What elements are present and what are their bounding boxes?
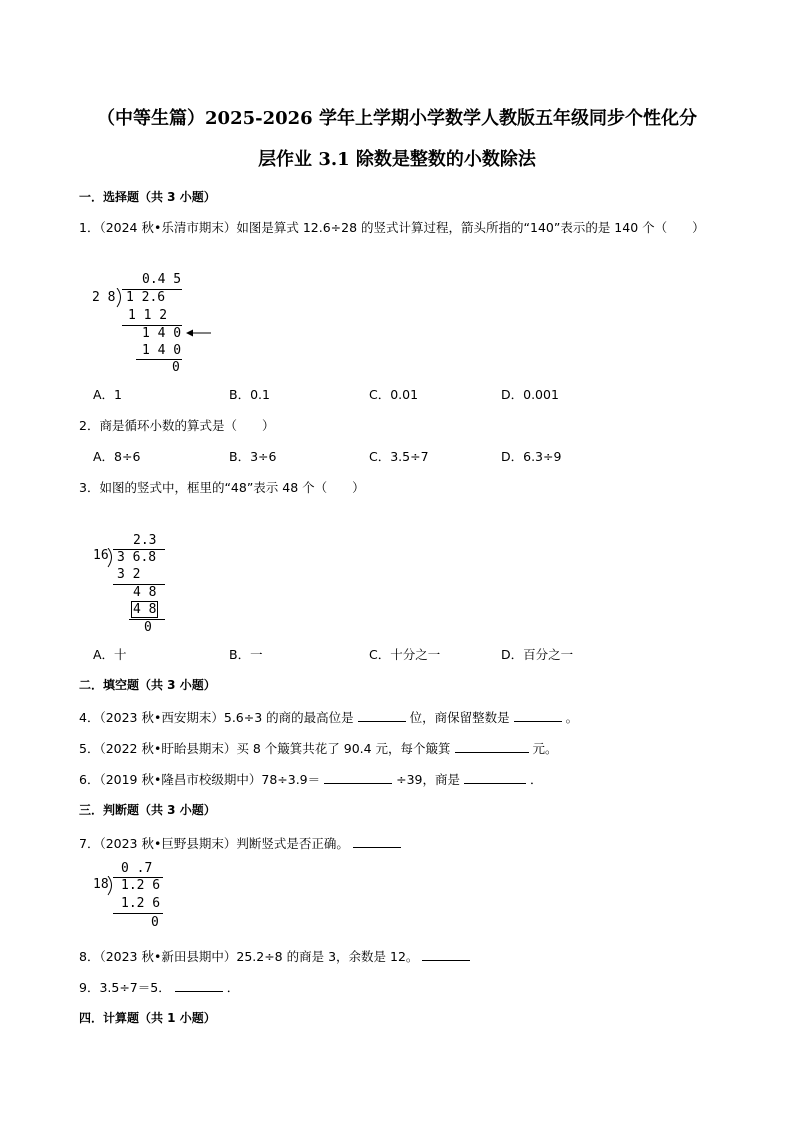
q1-quotient: 0.4 5 xyxy=(142,272,182,287)
q1-long-division xyxy=(92,270,212,375)
q7-step1: 1.2 6 xyxy=(121,896,161,911)
question-1-text: 1．（2024 秋•乐清市期末）如图是算式 12.6÷28 的竖式计算过程，箭头所指的“140”表示的是 140 个（ ） xyxy=(79,220,705,235)
q2-option-a[interactable]: A．8÷6 xyxy=(93,449,141,464)
question-8 xyxy=(79,947,474,965)
q1-option-c[interactable]: C．0.01 xyxy=(369,387,419,402)
q7-quotient: 0 .7 xyxy=(121,861,153,876)
q7-text: 7．（2023 秋•巨野县期末）判断竖式是否正确。 xyxy=(79,836,349,851)
q9-blank[interactable] xyxy=(175,979,223,992)
q1-step2: 1 4 0 xyxy=(142,326,182,341)
q9-text-a: 9．3.5÷7＝5． xyxy=(79,980,171,995)
q3-quotient: 2.3 xyxy=(133,533,157,548)
q3-option-c[interactable]: C．十分之一 xyxy=(369,647,441,662)
q7-remainder: 0 xyxy=(151,915,159,930)
section-judge: 三．判断题（共 3 小题） xyxy=(79,803,216,817)
q5-text-b: 元。 xyxy=(532,741,558,756)
q2-option-d[interactable]: D．6.3÷9 xyxy=(501,449,562,464)
section-choice: 一．选择题（共 3 小题） xyxy=(79,190,216,204)
q5-text-a: 5．（2022 秋•盱眙县期末）买 8 个簸箕共花了 90.4 元，每个簸箕 xyxy=(79,741,451,756)
q1-option-b[interactable]: B．0.1 xyxy=(229,387,270,402)
arrow-left-icon xyxy=(186,328,212,338)
q4-blank-2[interactable] xyxy=(514,709,562,722)
q1-step3: 1 4 0 xyxy=(142,343,182,358)
question-3-text: 3．如图的竖式中，框里的“48”表示 48 个（ ） xyxy=(79,480,365,495)
q3-option-d[interactable]: D．百分之一 xyxy=(501,647,574,662)
q3-long-division xyxy=(93,531,183,636)
q7-long-division xyxy=(93,859,183,934)
q6-blank-2[interactable] xyxy=(464,771,526,784)
section-calc: 四．计算题（共 1 小题） xyxy=(79,1011,216,1025)
q6-text-a: 6．（2019 秋•隆昌市校级期中）78÷3.9＝ xyxy=(79,772,321,787)
q5-blank-1[interactable] xyxy=(455,740,529,753)
q3-dividend: 3 6.8 xyxy=(117,550,157,565)
question-2-text: 2．商是循环小数的算式是（ ） xyxy=(79,418,275,433)
q2-option-b[interactable]: B．3÷6 xyxy=(229,449,277,464)
q2-option-c[interactable]: C．3.5÷7 xyxy=(369,449,429,464)
q3-divisor: 16 xyxy=(93,548,109,563)
q3-step1: 3 2 xyxy=(117,567,141,582)
q8-text: 8．（2023 秋•新田县期中）25.2÷8 的商是 3，余数是 12。 xyxy=(79,949,419,964)
q3-option-b[interactable]: B．一 xyxy=(229,647,263,662)
q4-text-c: 。 xyxy=(565,710,579,725)
q7-divisor: 18 xyxy=(93,877,109,892)
q3-option-a[interactable]: A．十 xyxy=(93,647,127,662)
question-6 xyxy=(79,770,543,788)
question-9 xyxy=(79,978,239,996)
q7-blank[interactable] xyxy=(353,835,401,848)
q1-option-a[interactable]: A．1 xyxy=(93,387,123,402)
q6-blank-1[interactable] xyxy=(324,771,392,784)
q7-dividend: 1.2 6 xyxy=(121,878,161,893)
section-fill: 二．填空题（共 3 小题） xyxy=(79,678,216,692)
q3-step3-boxed: 4 8 xyxy=(133,602,157,617)
question-5 xyxy=(79,739,558,757)
page-title-line1: （中等生篇）2025-2026 学年上学期小学数学人教版五年级同步个性化分 xyxy=(97,108,697,129)
q6-text-c: ． xyxy=(530,772,543,787)
q3-remainder: 0 xyxy=(144,620,152,635)
q1-option-d[interactable]: D．0.001 xyxy=(501,387,559,402)
q6-text-b: ÷39，商是 xyxy=(396,772,461,787)
q1-divisor: 2 8 xyxy=(92,290,116,305)
q9-text-b: ． xyxy=(226,980,240,995)
division-bracket-icon xyxy=(115,288,125,308)
q1-remainder: 0 xyxy=(172,360,180,375)
q1-step1: 1 1 2 xyxy=(128,308,168,323)
q4-text-a: 4．（2023 秋•西安期末）5.6÷3 的商的最高位是 xyxy=(79,710,354,725)
question-4 xyxy=(79,708,578,726)
q4-blank-1[interactable] xyxy=(358,709,406,722)
page-title-line2: 层作业 3.1 除数是整数的小数除法 xyxy=(258,149,536,170)
q4-text-b: 位，商保留整数是 xyxy=(409,710,510,725)
q3-step2: 4 8 xyxy=(133,585,157,600)
question-7 xyxy=(79,834,405,852)
q1-dividend: 1 2.6 xyxy=(126,290,166,305)
q8-blank[interactable] xyxy=(422,948,470,961)
